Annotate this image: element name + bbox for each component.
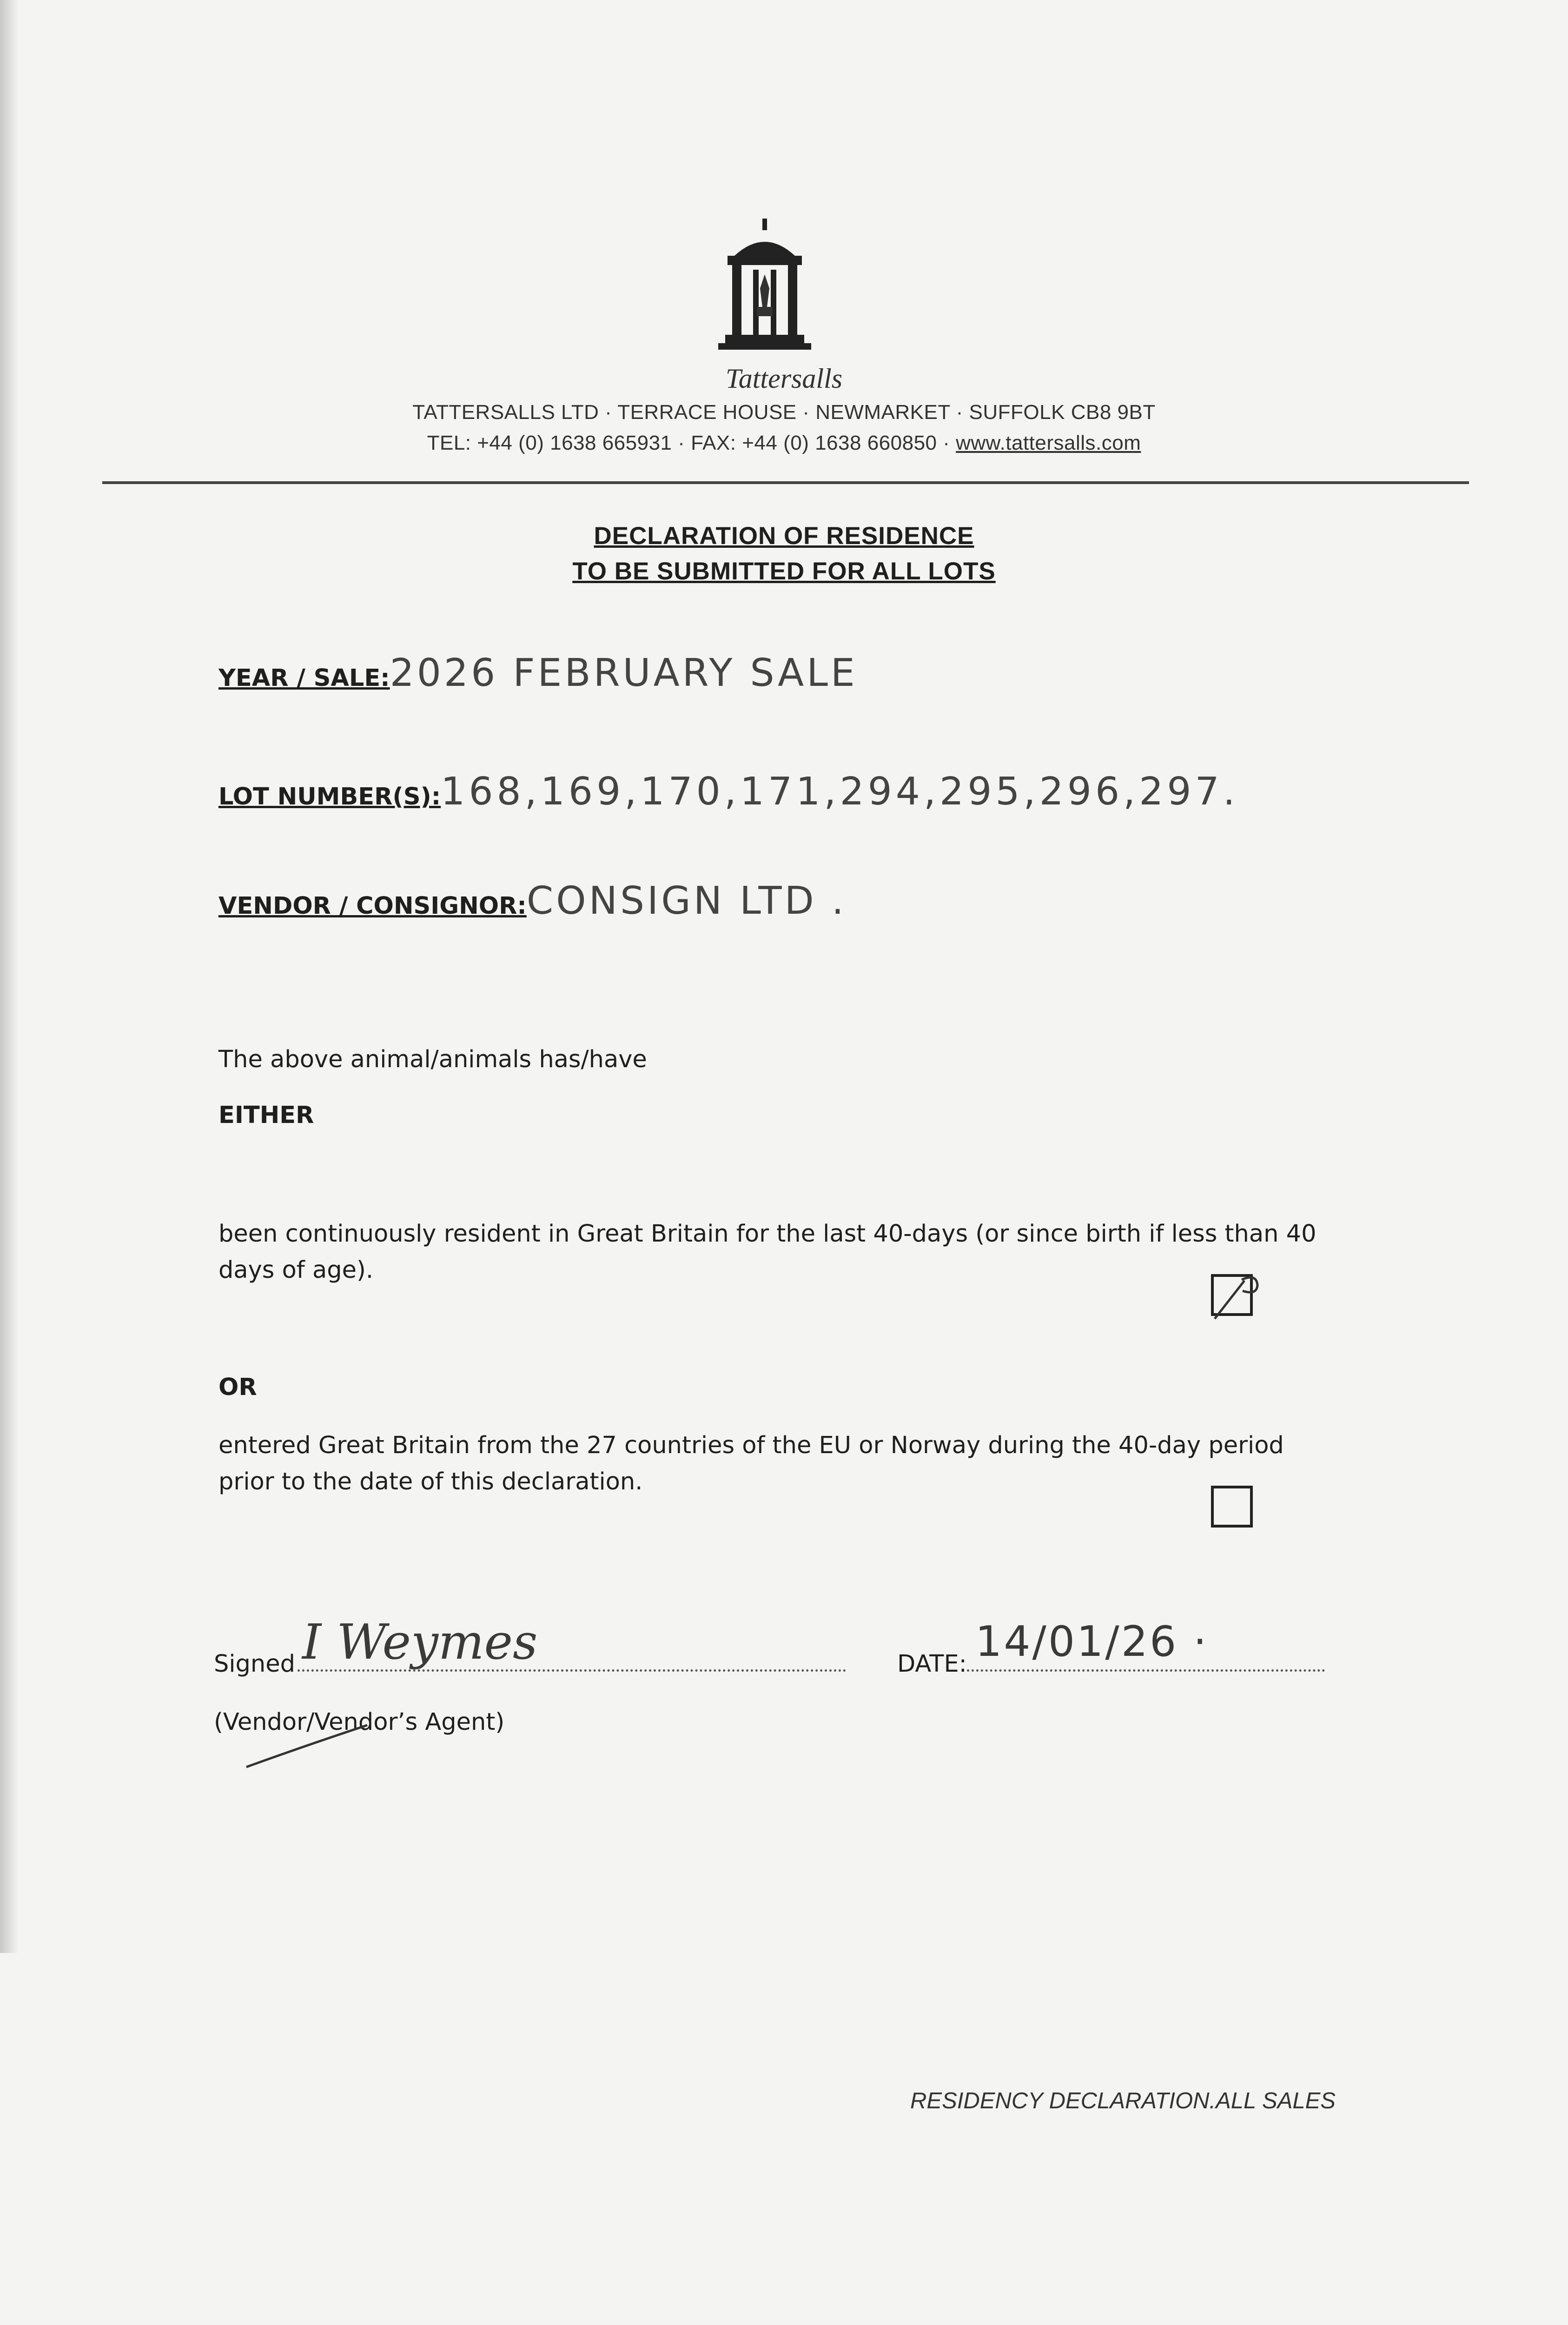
date-value: 14/01/26 · xyxy=(975,1617,1209,1666)
year-sale-label: YEAR / SALE: xyxy=(218,664,390,692)
either-heading: EITHER xyxy=(218,1102,314,1129)
website-link[interactable]: www.tattersalls.com xyxy=(956,432,1141,454)
vendor-label: VENDOR / CONSIGNOR: xyxy=(218,892,527,920)
phone-fax: TEL: +44 (0) 1638 665931 · FAX: +44 (0) 1638 660850 · xyxy=(427,432,956,454)
signature-value: I Weymes xyxy=(302,1614,538,1670)
vendor-value[interactable]: CONSIGN LTD . xyxy=(526,879,847,923)
tattersalls-logo xyxy=(716,219,814,363)
or-heading: OR xyxy=(218,1374,257,1401)
lot-numbers-label: LOT NUMBER(S): xyxy=(218,783,441,810)
option-eu-checkbox[interactable] xyxy=(1211,1486,1253,1528)
check-mark-icon xyxy=(1209,1270,1265,1322)
year-sale-field xyxy=(218,651,858,695)
option-resident-checkbox[interactable] xyxy=(1211,1274,1253,1316)
page-edge-shadow xyxy=(0,0,19,1953)
vendor-field xyxy=(218,879,847,923)
signer-role: (Vendor/Vendor’s Agent) xyxy=(214,1708,505,1736)
footer-form-code: RESIDENCY DECLARATION.ALL SALES xyxy=(910,2088,1336,2113)
signed-label: Signed xyxy=(214,1650,295,1678)
strike-through-mark xyxy=(242,1716,381,1772)
lot-numbers-value[interactable]: 168,169,170,171,294,295,296,297. xyxy=(441,770,1239,814)
date-line[interactable] xyxy=(967,1617,1325,1672)
company-address: TATTERSALLS LTD · TERRACE HOUSE · NEWMARKET · SUFFOLK CB8 9BT xyxy=(412,401,1156,424)
lot-numbers-field xyxy=(218,770,1239,814)
option-resident-text: been continuously resident in Great Britain for the last 40-days (or since birth if less than 40 days of age). xyxy=(218,1220,1317,1284)
year-sale-value[interactable]: 2026 FEBRUARY SALE xyxy=(390,651,858,695)
declaration-intro: The above animal/animals has/have xyxy=(218,1046,647,1073)
contact-line xyxy=(0,432,1568,455)
header-divider xyxy=(102,481,1469,484)
brand-name: Tattersalls xyxy=(725,363,843,394)
document-subtitle: TO BE SUBMITTED FOR ALL LOTS xyxy=(572,558,996,585)
document-title: DECLARATION OF RESIDENCE xyxy=(594,522,974,550)
signature-line[interactable] xyxy=(298,1614,846,1672)
date-label: DATE: xyxy=(897,1650,967,1678)
option-eu-text: entered Great Britain from the 27 countries of the EU or Norway during the 40-day period prior to the date of this declaration. xyxy=(218,1432,1284,1495)
